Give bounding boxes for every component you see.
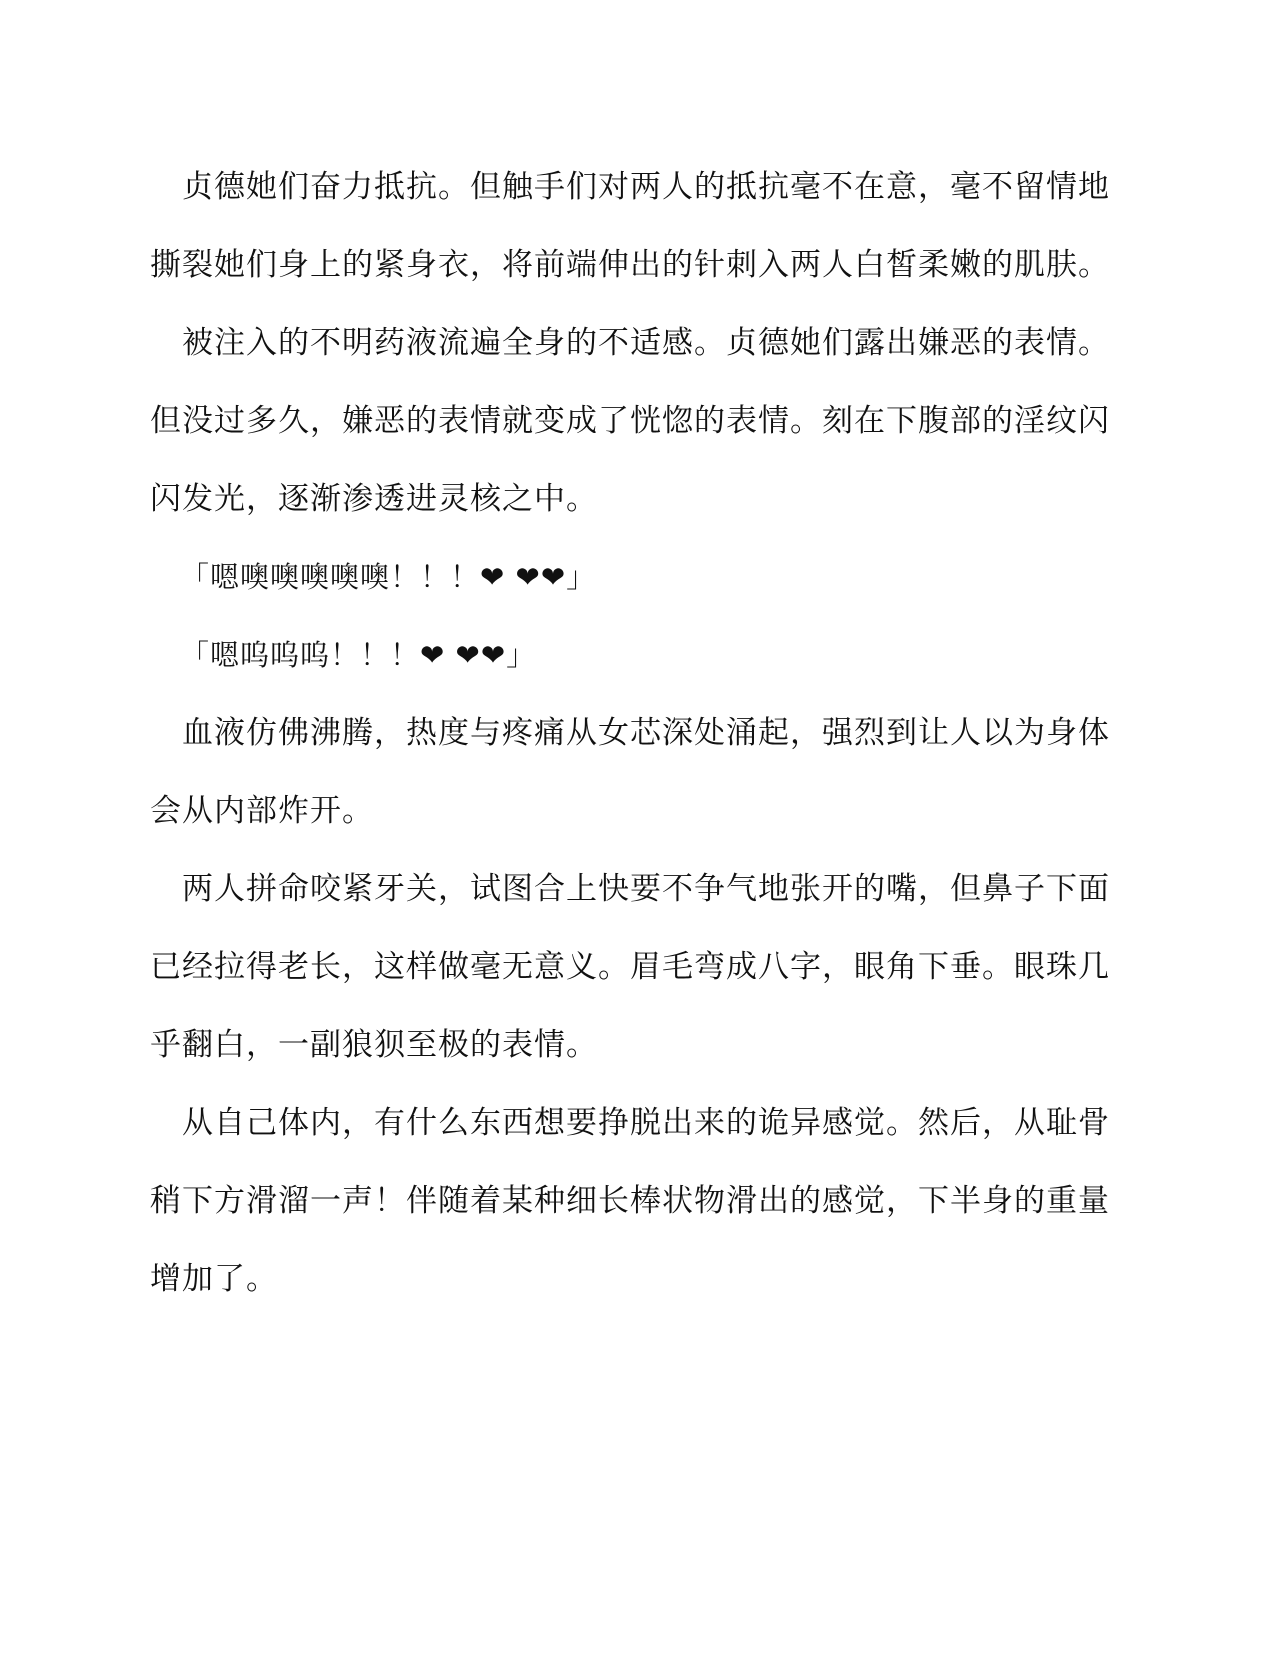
dialogue-line-1: 「嗯噢噢噢噢噢！！！❤ ❤❤」 [180,560,597,594]
dialogue-line-2: 「嗯呜呜呜！！！❤ ❤❤」 [180,638,537,672]
paragraph-2: 被注入的不明药液流遍全身的不适感。贞德她们露出嫌恶的表情。但没过多久，嫌恶的表情就变成了恍惚的表情。刻在下腹部的淫纹闪闪发光，逐渐渗透进灵核之中。 [150,325,1110,517]
body-text [150,148,1135,1318]
paragraph-4: 两人拼命咬紧牙关，试图合上快要不争气地张开的嘴，但鼻子下面已经拉得老长，这样做毫无意义。眉毛弯成八字，眼角下垂。眼珠几乎翻白，一副狼狈至极的表情。 [150,871,1110,1063]
paragraph-1: 贞德她们奋力抵抗。但触手们对两人的抵抗毫不在意，毫不留情地撕裂她们身上的紧身衣，将前端伸出的针刺入两人白皙柔嫩的肌肤。 [150,169,1110,283]
paragraph-3: 血液仿佛沸腾，热度与疼痛从女芯深处涌起，强烈到让人以为身体会从内部炸开。 [150,715,1110,829]
paragraph-5: 从自己体内，有什么东西想要挣脱出来的诡异感觉。然后，从耻骨稍下方滑溜一声！伴随着某种细长棒状物滑出的感觉，下半身的重量增加了。 [150,1105,1110,1297]
